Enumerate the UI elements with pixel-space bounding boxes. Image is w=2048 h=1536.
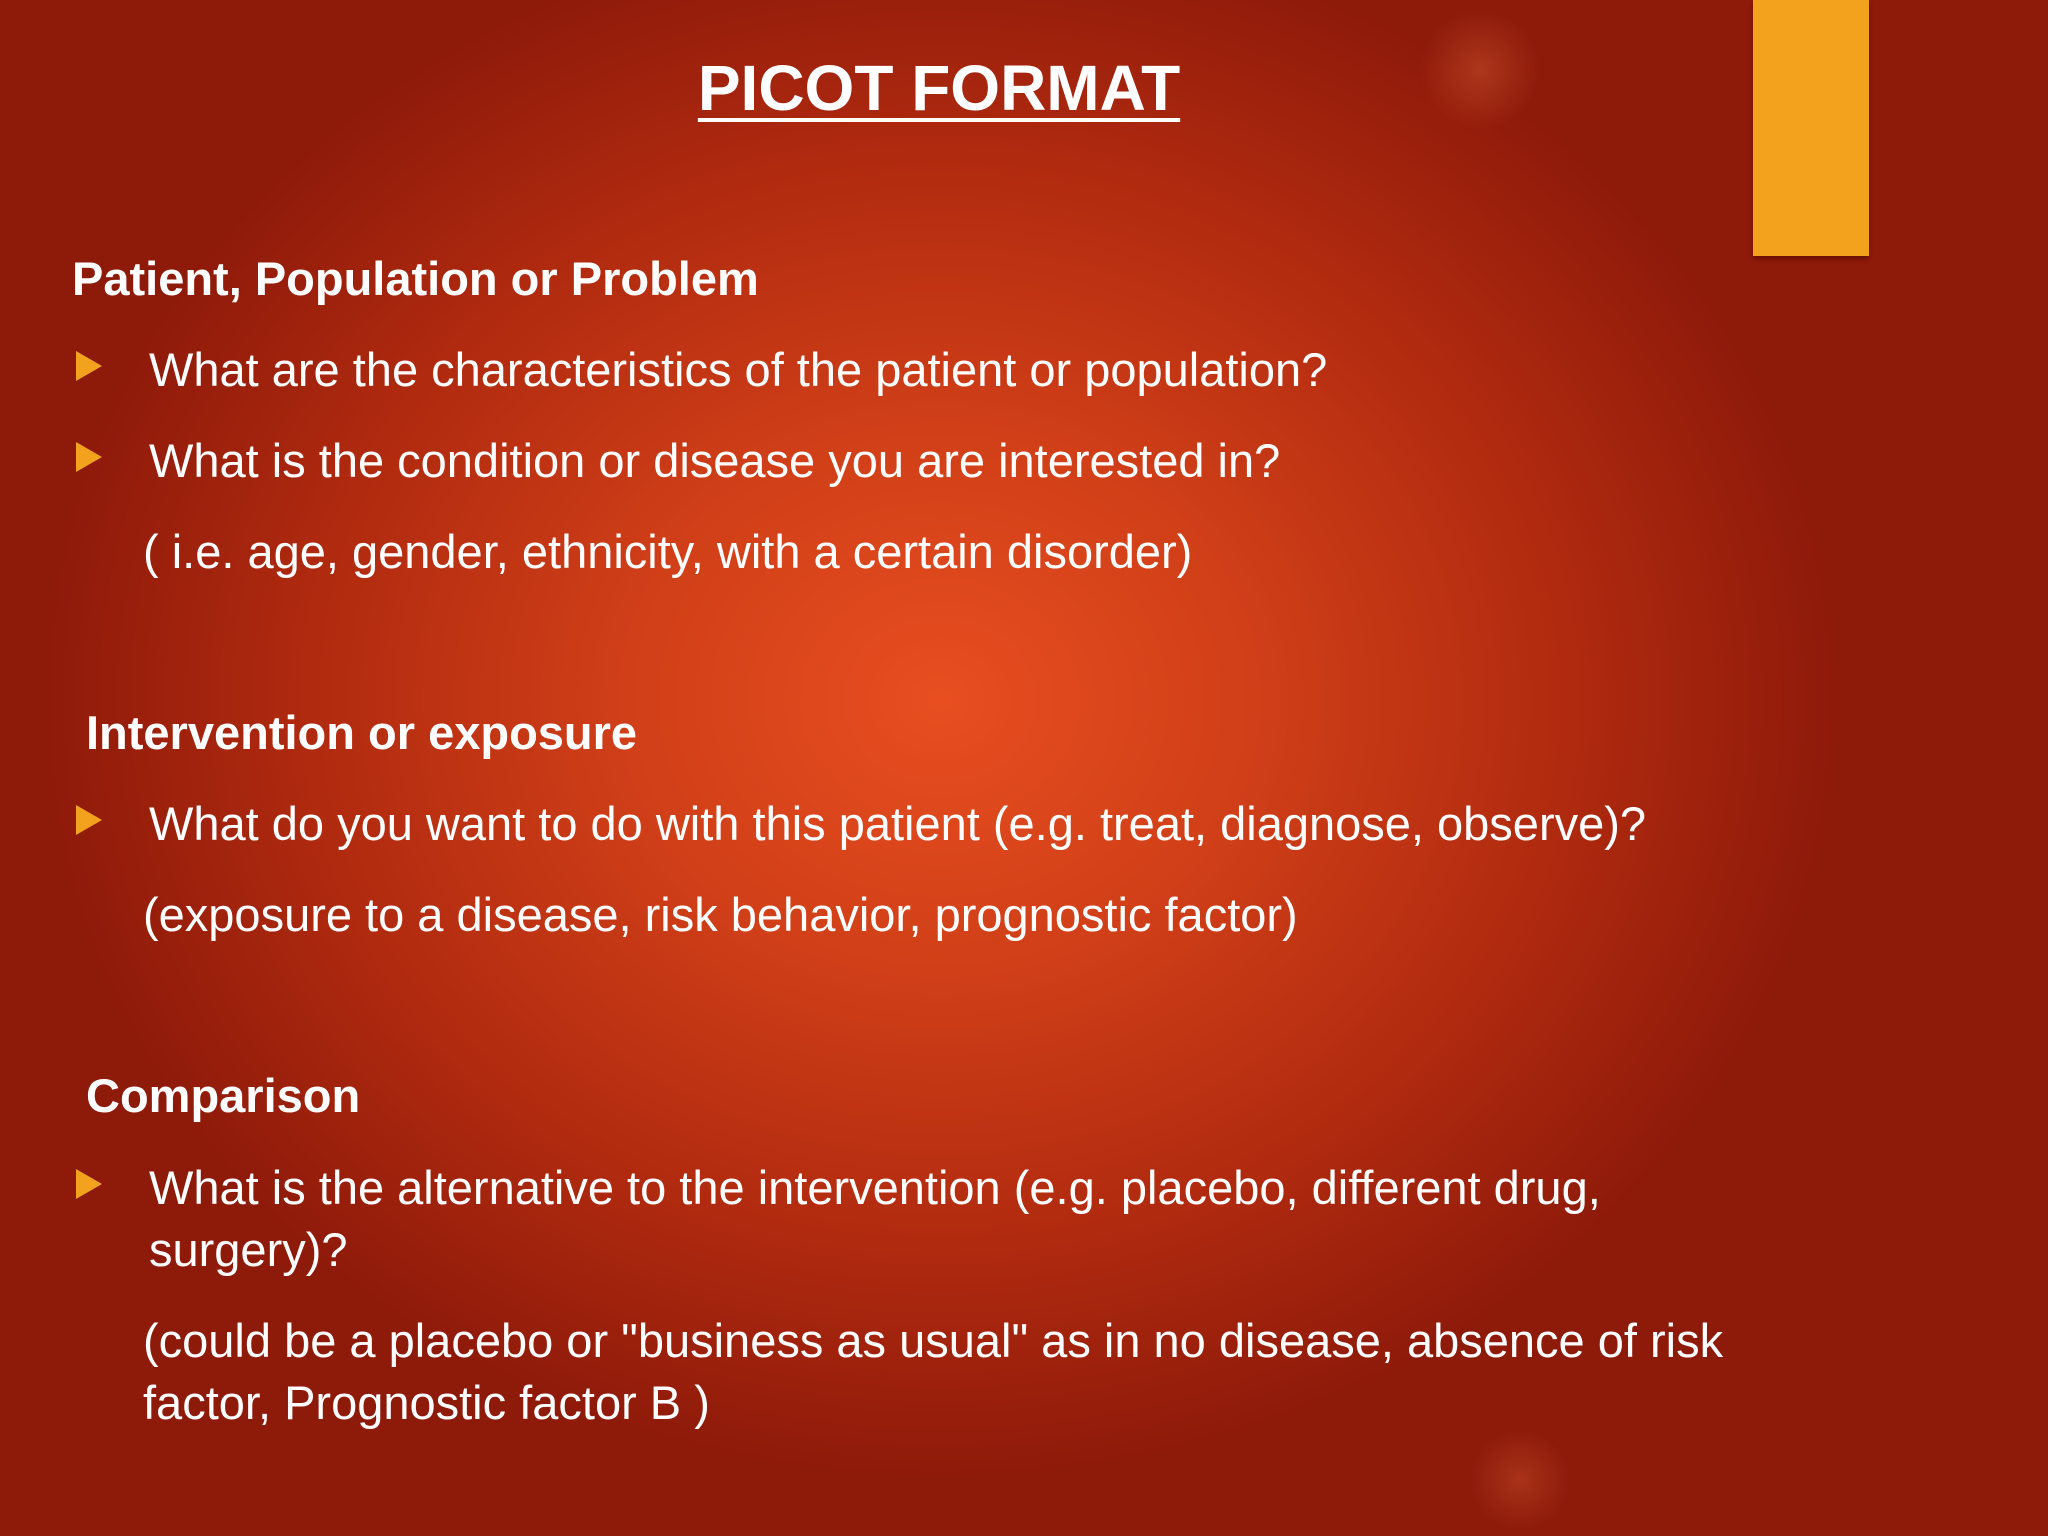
bullet-item	[72, 793, 1812, 855]
bullet-item	[72, 1157, 1812, 1281]
bullet-text: What do you want to do with this patient (e.g. treat, diagnose, observe)?	[149, 797, 1647, 850]
accent-bar	[1753, 0, 1869, 256]
bullet-item	[72, 430, 1812, 492]
slide-title: PICOT FORMAT	[697, 52, 1181, 124]
section-heading-comparison: Comparison	[86, 1069, 361, 1122]
bullet-text: What is the alternative to the intervention (e.g. placebo, different drug, surgery)?	[149, 1161, 1601, 1276]
section-note-comparison: (could be a placebo or "business as usual" as in no disease, absence of risk factor, Prognostic factor B )	[143, 1314, 1724, 1429]
bullet-text: What are the characteristics of the patient or population?	[149, 343, 1328, 396]
bullet-arrow-icon	[76, 442, 102, 472]
section-heading-intervention: Intervention or exposure	[86, 706, 638, 759]
bullet-arrow-icon	[76, 351, 102, 381]
bullet-arrow-icon	[76, 805, 102, 835]
section-note-intervention: (exposure to a disease, risk behavior, prognostic factor)	[143, 888, 1298, 941]
bullet-text: What is the condition or disease you are interested in?	[149, 434, 1281, 487]
bullet-item	[72, 339, 1812, 401]
section-heading-patient: Patient, Population or Problem	[72, 252, 759, 305]
bullet-arrow-icon	[76, 1169, 102, 1199]
section-note-patient: ( i.e. age, gender, ethnicity, with a certain disorder)	[143, 525, 1193, 578]
